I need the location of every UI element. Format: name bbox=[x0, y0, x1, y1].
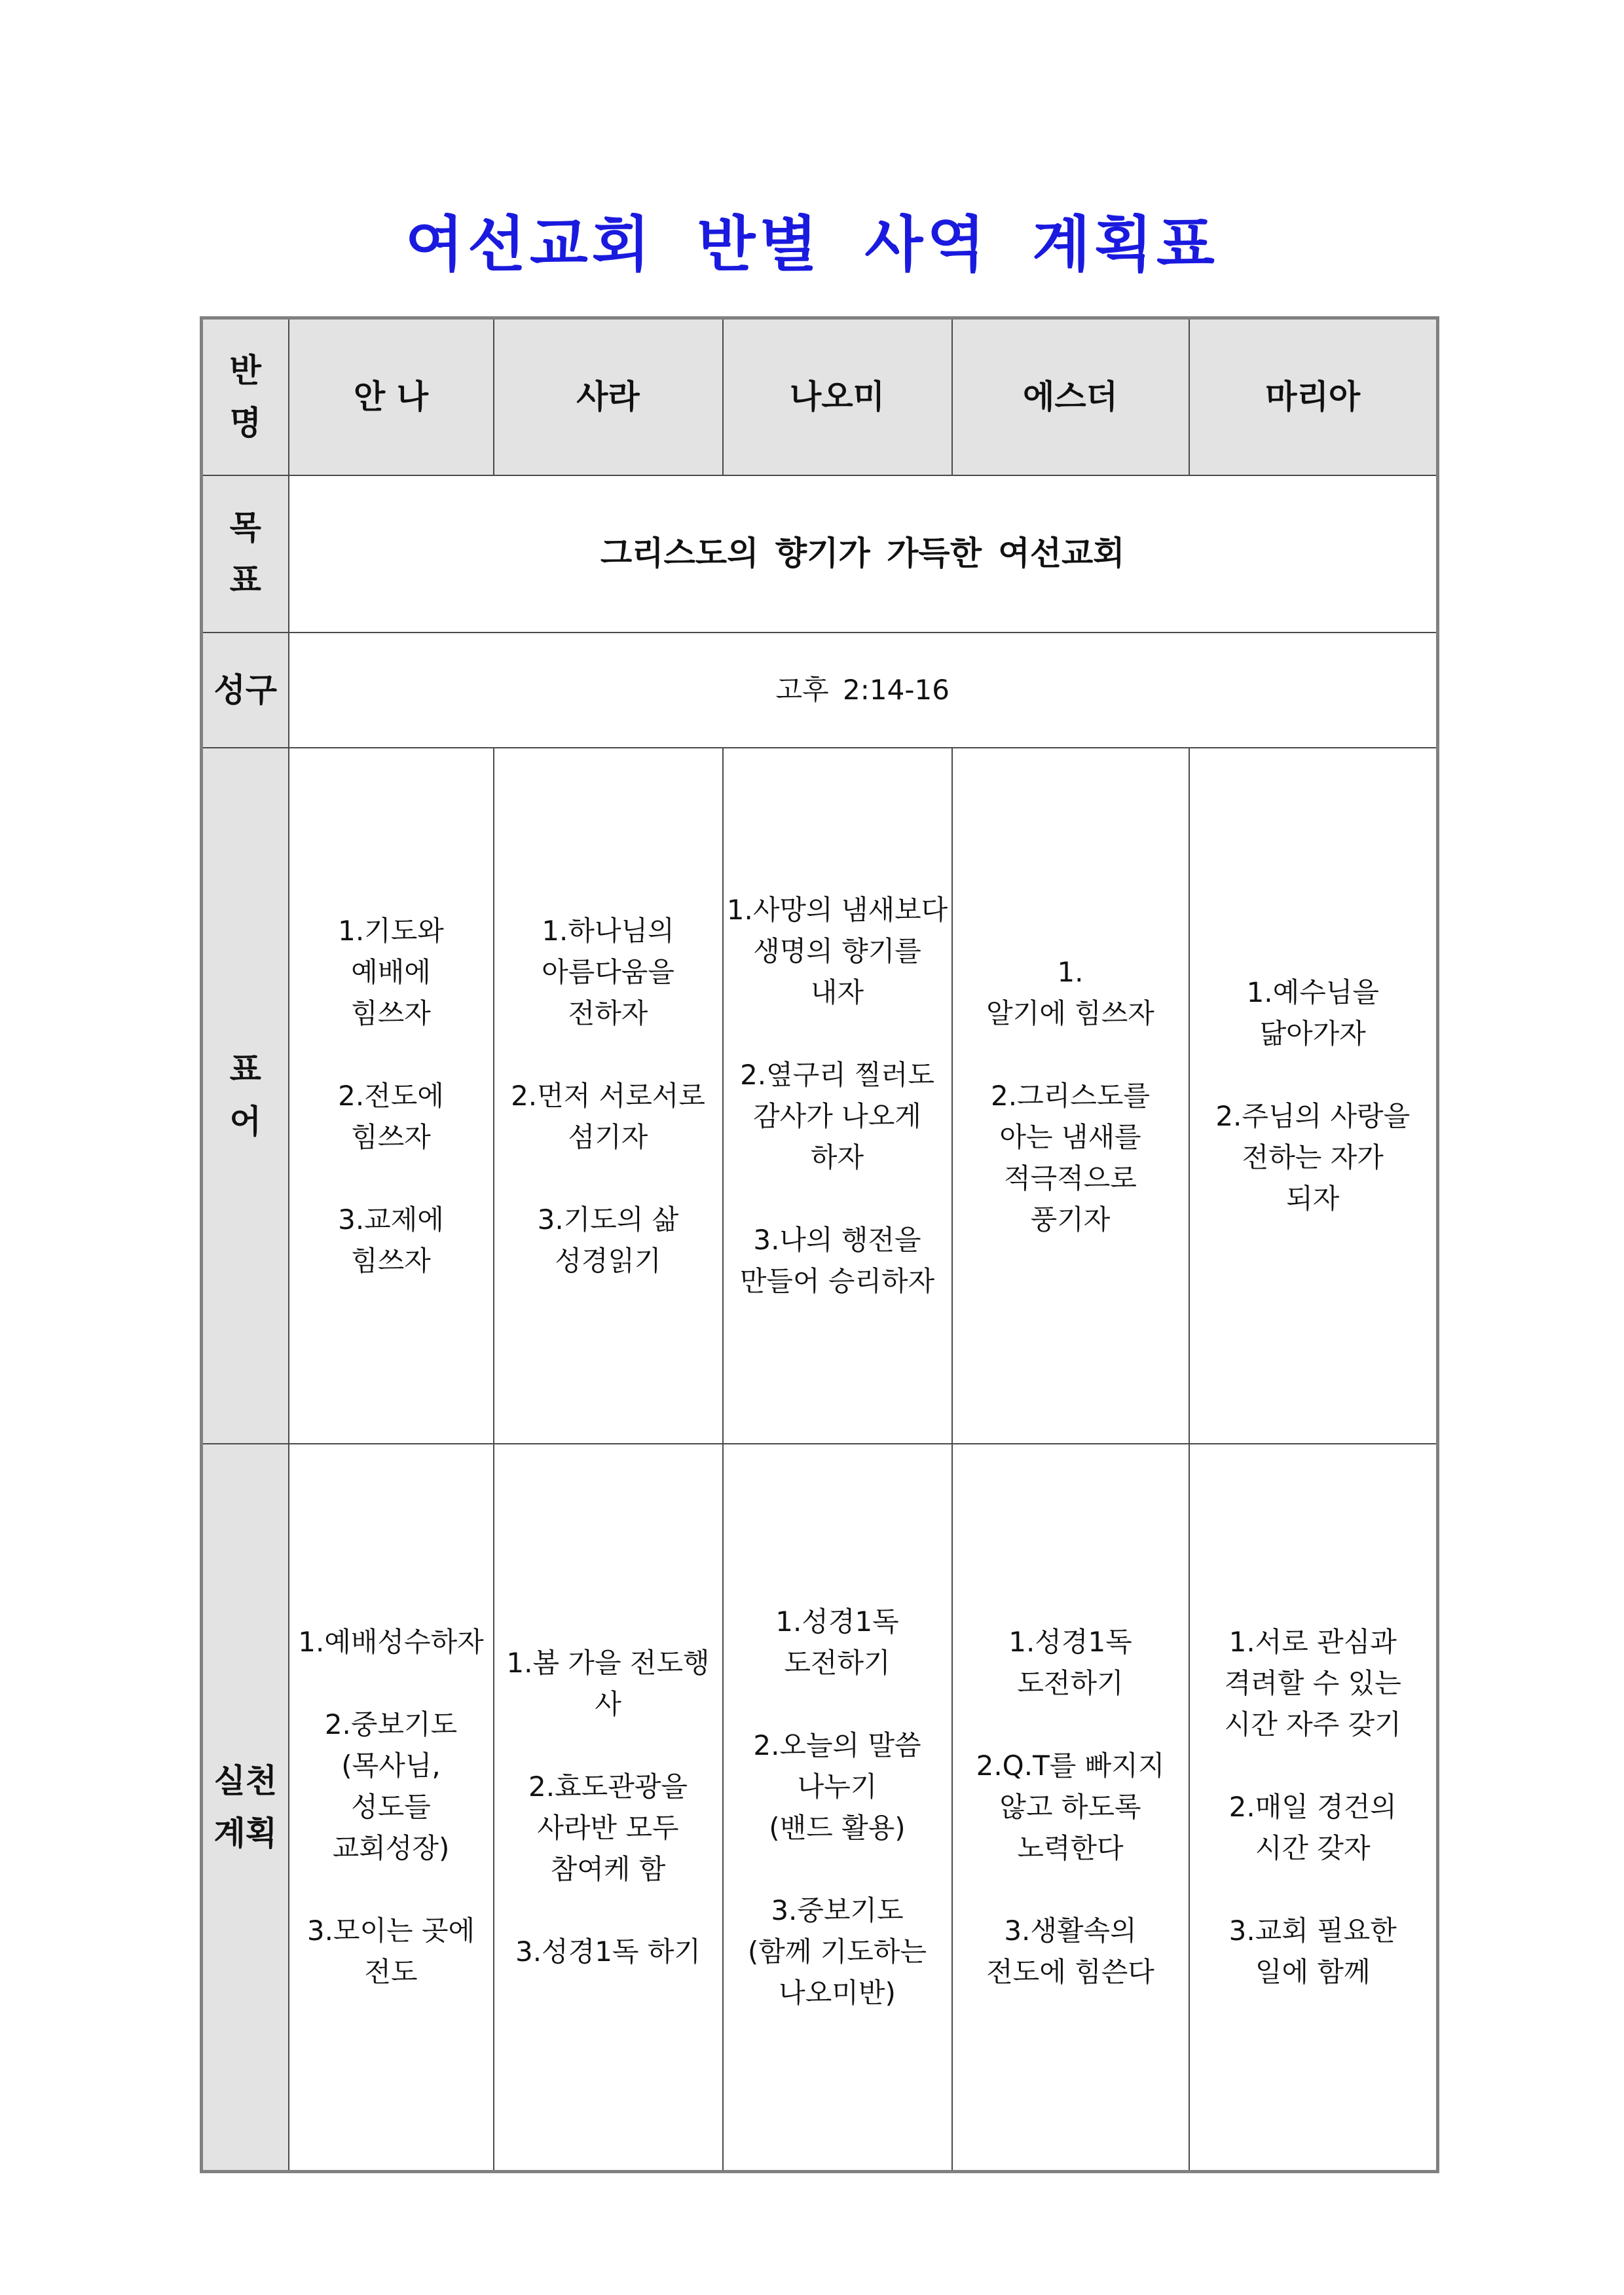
motto-esther: 1. 알기에 힘쓰자 2.그리스도를 아는 냄새를 적극적으로 풍기자 bbox=[952, 748, 1189, 1444]
class-header-maria: 마리아 bbox=[1189, 318, 1438, 475]
scripture-row bbox=[202, 633, 1438, 748]
page-title: 여선교회 반별 사역 계획표 bbox=[405, 210, 1219, 280]
row-label-goal: 목 표 bbox=[202, 475, 289, 633]
class-header-sara: 사라 bbox=[494, 318, 723, 475]
row-label-scripture: 성구 bbox=[202, 633, 289, 748]
action-plan-esther: 1.성경1독 도전하기 2.Q.T를 빠지지 않고 하도록 노력한다 3.생활속의 전도에 힘쓴다 bbox=[952, 1444, 1189, 2172]
class-header-anna: 안 나 bbox=[289, 318, 494, 475]
action-plan-row bbox=[202, 1444, 1438, 2172]
action-plan-naomi: 1.성경1독 도전하기 2.오늘의 말씀 나누기 (밴드 활용) 3.중보기도 (함께 기도하는 나오미반) bbox=[723, 1444, 952, 2172]
motto-naomi: 1.사망의 냄새보다 생명의 향기를 내자 2.옆구리 찔러도 감사가 나오게 하자 3.나의 행전을 만들어 승리하자 bbox=[723, 748, 952, 1444]
row-label-motto: 표 어 bbox=[202, 748, 289, 1444]
action-plan-anna: 1.예배성수하자 2.중보기도 (목사님, 성도들 교회성장) 3.모이는 곳에 전도 bbox=[289, 1444, 494, 2172]
class-header-esther: 에스더 bbox=[952, 318, 1189, 475]
motto-anna: 1.기도와 예배에 힘쓰자 2.전도에 힘쓰자 3.교제에 힘쓰자 bbox=[289, 748, 494, 1444]
action-plan-maria: 1.서로 관심과 격려할 수 있는 시간 자주 갖기 2.매일 경건의 시간 갖자 3.교회 필요한 일에 함께 bbox=[1189, 1444, 1438, 2172]
class-header-naomi: 나오미 bbox=[723, 318, 952, 475]
goal-text: 그리스도의 향기가 가득한 여선교회 bbox=[289, 475, 1438, 633]
action-plan-sara: 1.봄 가을 전도행사 2.효도관광을 사라반 모두 참여케 함 3.성경1독 하기 bbox=[494, 1444, 723, 2172]
scripture-text: 고후 2:14-16 bbox=[289, 633, 1438, 748]
ministry-plan-table bbox=[200, 316, 1439, 2173]
motto-row bbox=[202, 748, 1438, 1444]
motto-sara: 1.하나님의 아름다움을 전하자 2.먼저 서로서로 섬기자 3.기도의 삶 성경읽기 bbox=[494, 748, 723, 1444]
goal-row bbox=[202, 475, 1438, 633]
class-name-row bbox=[202, 318, 1438, 475]
row-label-action-plan: 실천 계획 bbox=[202, 1444, 289, 2172]
motto-maria: 1.예수님을 닮아가자 2.주님의 사랑을 전하는 자가 되자 bbox=[1189, 748, 1438, 1444]
row-label-class-name: 반 명 bbox=[202, 318, 289, 475]
